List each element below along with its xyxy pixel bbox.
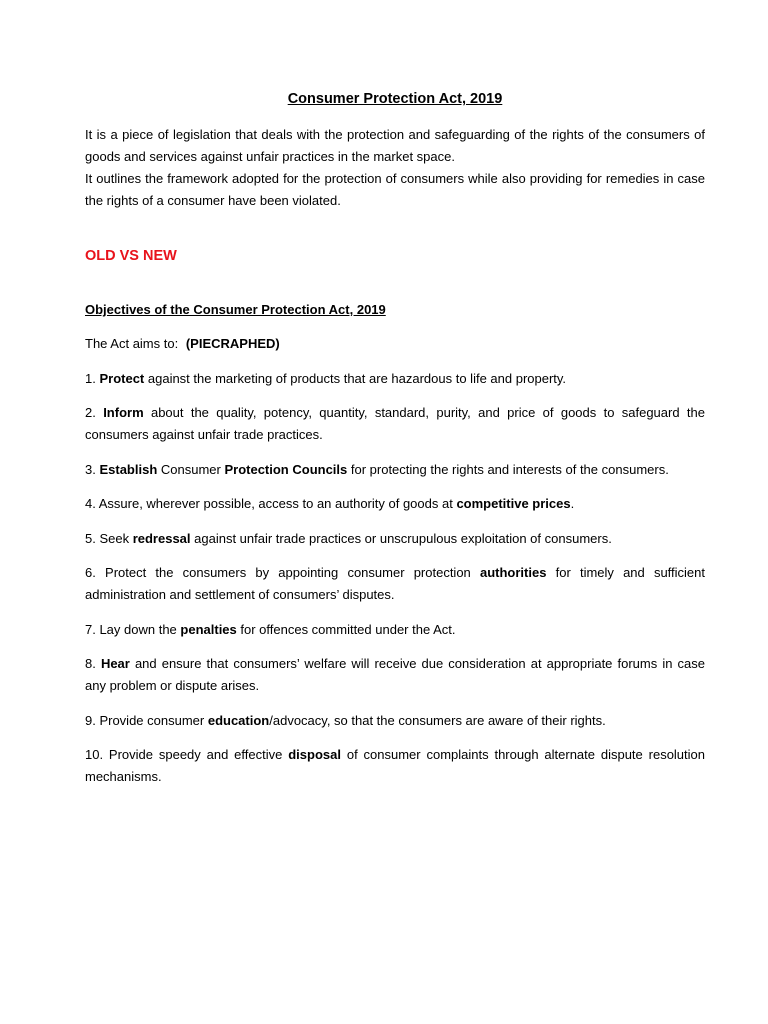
intro-section — [85, 124, 705, 212]
objective-item: 5. Seek redressal against unfair trade practices or unscrupulous exploitation of consumers. — [85, 531, 612, 546]
aims-mnemonic: (PIECRAPHED) — [185, 336, 280, 351]
intro-paragraph: It is a piece of legislation that deals with the protection and safeguarding of the rights of the consumers of goods and services against unfair practices in the market space. — [85, 127, 705, 164]
objective-item: 1. Protect against the marketing of products that are hazardous to life and property. — [85, 371, 567, 386]
objective-item: 9. Provide consumer education/advocacy, so that the consumers are aware of their rights. — [85, 713, 606, 728]
objectives-heading: Objectives of the Consumer Protection Act, 2019 — [85, 302, 386, 317]
document-title: Consumer Protection Act, 2019 — [287, 91, 503, 107]
objective-item: 6. Protect the consumers by appointing consumer protection authorities for timely and sufficient administration and settlement of consumers’ disputes. — [85, 565, 706, 602]
objective-item: 10. Provide speedy and effective disposal of consumer complaints through alternate dispute resolution mechanisms. — [85, 747, 705, 784]
aims-prefix: The Act aims to: — [85, 336, 179, 351]
intro-paragraph: It outlines the framework adopted for the protection of consumers while also providing for remedies in case the rights of a consumer have been violated. — [85, 171, 705, 208]
objective-item: 7. Lay down the penalties for offences committed under the Act. — [85, 622, 456, 637]
objective-item: 2. Inform about the quality, potency, quantity, standard, purity, and price of goods to safeguard the consumers against unfair trade practices. — [85, 405, 705, 442]
aims-line — [85, 333, 280, 355]
objective-item: 3. Establish Consumer Protection Councils for protecting the rights and interests of the consumers. — [85, 462, 669, 477]
objective-item: 8. Hear and ensure that consumers’ welfare will receive due consideration at appropriate forums in case any problem or dispute arises. — [85, 656, 705, 693]
comparison-heading: OLD VS NEW — [85, 248, 177, 264]
objective-item: 4. Assure, wherever possible, access to an authority of goods at competitive prices. — [85, 496, 575, 511]
